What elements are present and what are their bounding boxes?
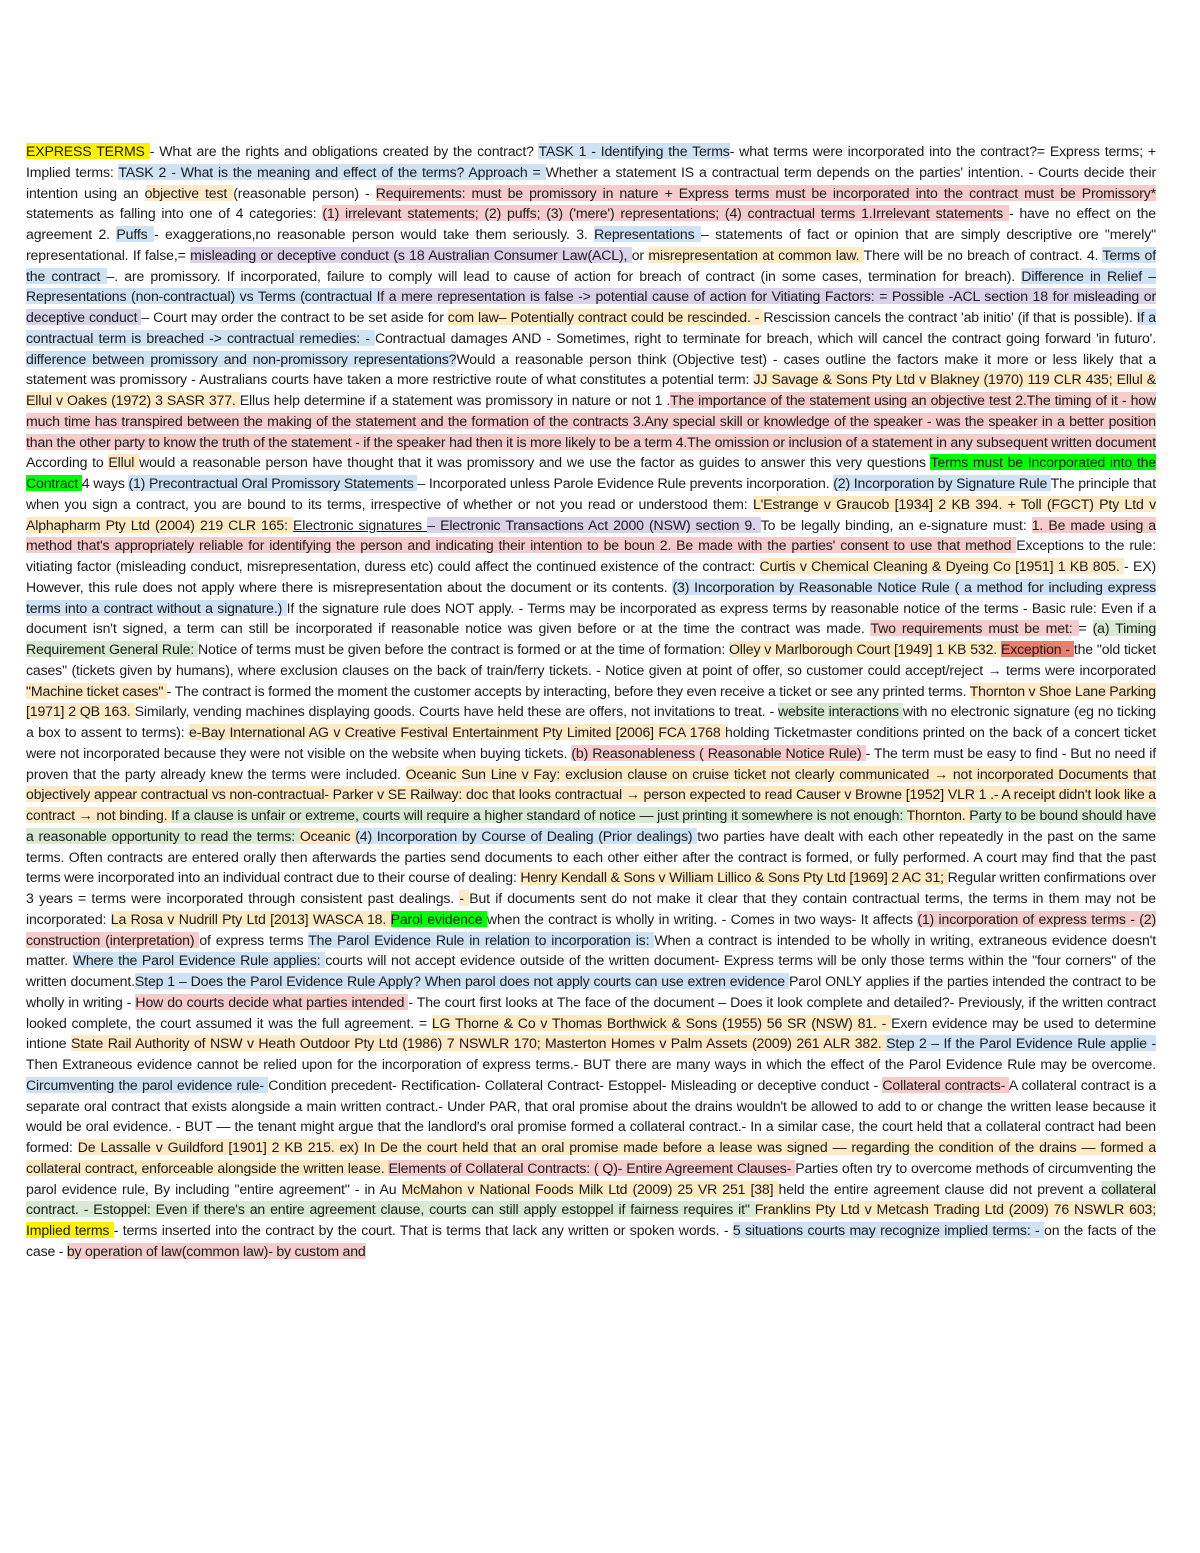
body-text: Ellus help determine if a statement was promissory in nature or not 1 . xyxy=(239,392,671,408)
highlighted-text: (1) irrelevant statements; (2) puffs; (3) ('mere') representations; (4) contractual terms 1.Irrelevant statements xyxy=(322,205,1009,222)
highlighted-text: Olley v Marlborough Court [1949] 1 KB 532. xyxy=(728,641,1001,657)
highlighted-text: Oceanic Sun Line v Fay: exclusion clause on cruise ticket not clearly communicated → not incorporated xyxy=(405,765,1059,782)
highlighted-text: TASK 1 - Identifying the Terms xyxy=(538,143,730,159)
highlighted-text: Thornton. xyxy=(906,807,970,823)
highlighted-text: LG Thorne & Co v Thomas Borthwick & Sons (1955) 56 SR (NSW) 81. - xyxy=(431,1014,892,1031)
body-text: of express terms xyxy=(199,931,309,948)
highlighted-text: Elements of Collateral Contracts: ( Q)- Entire Agreement Clauses- xyxy=(388,1159,796,1176)
highlighted-text: - A receipt didn't look like a contract → not binding. xyxy=(26,786,1156,823)
highlighted-text: (b) Reasonableness ( Reasonable Notice Rule) xyxy=(571,744,866,761)
body-text: - The term must be easy to find - But no need if proven that the party already knew the terms were included. xyxy=(26,744,1156,782)
body-text: The principle that when you sign a contract, you are bound to its terms, irrespective of whether or not you read or understood them: xyxy=(26,475,1157,512)
highlighted-text: Franklins Pty Ltd v Metcash Trading Ltd (2009) 76 NSWLR 603; xyxy=(754,1201,1157,1218)
body-text: Notice of terms must be given before the contract is formed or at the time of formation: xyxy=(197,641,729,657)
highlighted-text: – Electronic Transactions Act 2000 (NSW) section 9. xyxy=(427,516,761,533)
highlighted-text: Where the Parol Evidence Rule applies: xyxy=(72,952,326,969)
highlighted-text: State Rail Authority of NSW v Heath Outdoor Pty Ltd (1986) 7 NSWLR 170; Masterton Homes v Palm Assets (2009) 261 ALR 382. xyxy=(71,1035,887,1052)
highlighted-text: 4.The omission or inclusion of a statement in any subsequent written document xyxy=(675,433,1156,450)
highlighted-text: misrepresentation at common law. xyxy=(648,246,864,263)
highlighted-text: De Lassalle v Guildford [1901] 2 KB 215. ex) In De the court held that an oral promise made before a lease was signed — regarding the condition of the drains — formed a collateral contract, enforceable alongside the written lease. xyxy=(26,1139,1157,1176)
body-text: Condition precedent- Rectification- Collateral Contract- Estoppel- Misleading or deceptive conduct - xyxy=(268,1076,883,1093)
body-text: If the signature rule does NOT apply. - Terms may be incorporated as express terms by reasonable notice of the terms - Basic rule: Even if a document isn't signed, a term can still be incorporated if reasonable notice was given before or at the time the contract was made. xyxy=(26,599,1157,637)
highlighted-text: - xyxy=(459,890,470,906)
body-text: Contractual damages AND - Sometimes, right to terminate for breach, which will cancel the contract going forward 'in futuro'. xyxy=(374,329,1156,346)
body-text: Exceptions to the rule: vitiating factor (misleading conduct, misrepresentation, duress etc) could affect the continued existence of the contract: xyxy=(26,537,1156,574)
body-text: To be legally binding, an e-signature must: xyxy=(760,516,1032,533)
highlighted-text: Curtis v Chemical Cleaning & Dyeing Co [1951] 1 KB 805. xyxy=(759,558,1124,574)
highlighted-text: (3) Incorporation by Reasonable Notice Rule ( a method for including express terms into a contract without a signature.) xyxy=(26,578,1156,616)
body-text: But if documents sent do not make it clear that they contain contractual terms, the terms in them may not be incorporated: xyxy=(26,890,1156,927)
body-text: (reasonable person) - xyxy=(233,184,376,201)
highlighted-text: McMahon v National Foods Milk Ltd (2009) 25 VR 251 [38] xyxy=(401,1180,779,1197)
highlighted-text: JJ Savage & Sons Pty Ltd v Blakney (1970) 119 CLR 435; Ellul & Ellul v Oakes (1972) 3 SASR 377. xyxy=(26,371,1156,408)
body-text: = xyxy=(1078,620,1093,637)
body-text: two parties have dealt with each other repeatedly in the past on the same terms. Often contracts are entered orally then afterwards the parties send documents to each other either after the contract is formed, or fully performed. A court may find that the past terms were incorporated into an individual contract due to their course of dealing: xyxy=(26,827,1156,886)
highlighted-text: com law– Potentially contract could be rescinded. - xyxy=(447,309,764,325)
body-text: - EX) However, this rule does not apply where there is misrepresentation about the document or its contents. xyxy=(26,558,1156,595)
body-text: the "old ticket cases" (tickets given by humans), where exclusion clauses on the back of train/ferry tickets. - Notice given at point of offer, so customer could accept/reject → terms were incorporated xyxy=(26,641,1156,678)
highlighted-text: misleading or deceptive conduct (s 18 Australian Consumer Law(ACL), xyxy=(190,246,632,263)
highlighted-text: Documents that objectively appear contractual vs non-contractual- Parker v SE Railway: doc that looks contractual → person expected to read Causer v Browne [1952] VLR 1 . xyxy=(26,765,1156,803)
highlighted-text: collateral contract. - Estoppel: Even if there's an entire agreement clause, courts can still apply estoppel if fairness requires it" xyxy=(26,1180,1156,1218)
highlighted-text: Implied terms xyxy=(26,1222,114,1238)
highlighted-text: Step 2 – If the Parol Evidence Rule applie - xyxy=(886,1035,1156,1052)
highlighted-text: 1. Be made using a method that's appropriately reliable for identifying the person and indicating their intention to be boun 2. Be made with the parties' consent to use that method xyxy=(26,516,1156,554)
highlighted-text: (4) Incorporation by Course of Dealing (Prior dealings) xyxy=(355,827,698,844)
highlighted-text: If a contractual term is breached -> contractual remedies: - xyxy=(26,309,1156,346)
document-body xyxy=(26,141,1156,1262)
body-text: Parties often try to overcome methods of circumventing the parol evidence rule, By including "entire agreement" - in Au xyxy=(26,1159,1156,1197)
body-text: - terms inserted into the contract by the court. That is terms that lack any written or spoken words. - xyxy=(113,1222,733,1238)
highlighted-text: (a) Timing Requirement General Rule: xyxy=(26,620,1157,657)
body-text: or xyxy=(631,246,649,263)
body-text: –. are promissory. If incorporated, failure to comply will lead to cause of action for breach of contract (in some cases, termination for breach). xyxy=(106,267,1022,284)
highlighted-text: Exception - xyxy=(1000,641,1074,657)
highlighted-text: objective test xyxy=(144,184,234,201)
body-text: Exern evidence may be used to determine intione xyxy=(26,1014,1157,1052)
highlighted-text: Step 1 – Does the Parol Evidence Rule Apply? When parol does not apply courts can use extren evidence xyxy=(134,973,789,989)
body-text: - have no effect on the agreement 2. xyxy=(26,205,1156,242)
body-text: 4 ways xyxy=(81,475,129,491)
body-text: Whether a statement IS a contractual term depends on the parties' intention. - Courts decide their intention using an xyxy=(26,163,1157,201)
body-text: held the entire agreement clause did not prevent a xyxy=(778,1180,1102,1197)
highlighted-text: 5 situations courts may recognize implied terms: - xyxy=(732,1222,1045,1238)
highlighted-text: (2) construction (interpretation) xyxy=(26,910,1156,948)
highlighted-text: Parol evidence xyxy=(390,910,487,927)
highlighted-text: Ellul xyxy=(108,454,140,471)
highlighted-text: difference between promissory and non-promissory representations? xyxy=(26,350,457,367)
body-text: - exaggerations,no reasonable person would take them seriously. 3. xyxy=(153,226,595,242)
body-text: – statements of fact or opinion that are simply descriptive ore "merely" representational. If false,= xyxy=(26,226,1156,263)
highlighted-text: Terms must be Incorporated into the Contract xyxy=(26,454,1156,491)
body-text: - The contract is formed the moment the customer accepts by interacting, before they even receive a ticket or see any printed terms. xyxy=(166,682,970,699)
highlighted-text: Collateral contracts- xyxy=(882,1076,1009,1093)
highlighted-text: La Rosa v Nudrill Pty Ltd [2013] WASCA 18. xyxy=(110,910,391,927)
highlighted-text: Party to be bound should have a reasonable opportunity to read the terms: xyxy=(26,807,1157,844)
body-text: holding Ticketmaster conditions printed on the back of a concert ticket were not incorporated because they were not visible on the website when buying tickets. xyxy=(26,724,1156,761)
highlighted-text: The importance of the statement using an objective test 2.The timing of it - how much time has transpired between the making of the statement and the formation of the contracts xyxy=(26,392,1156,429)
body-text: Regular written confirmations over 3 years = terms were incorporated through consistent past dealings. xyxy=(26,869,1156,906)
body-text: – Court may order the contract to be set aside for xyxy=(141,309,448,325)
body-text: There will be no breach of contract. 4. xyxy=(863,246,1103,263)
highlighted-text: Thornton v Shoe Lane Parking [1971] 2 QB 163. xyxy=(26,682,1156,720)
highlighted-text: Requirements: must be promissory in nature + Express terms must be incorporated into the contract must be Promissory* xyxy=(375,184,1157,201)
body-text: - What are the rights and obligations created by the contract? xyxy=(149,143,539,159)
highlighted-text: Electronic signatures xyxy=(293,516,428,533)
highlighted-text: Henry Kendall & Sons v William Lillico & Sons Pty Ltd [1969] 2 AC 31; xyxy=(520,869,948,886)
highlighted-text: 3.Any special skill or knowledge of the speaker - was the speaker in a better position than the other party to know the truth of the statement - if the speaker had then it is more likely to be a term xyxy=(26,412,1156,450)
highlighted-text: "Machine ticket cases" xyxy=(26,682,167,699)
highlighted-text: Representations xyxy=(594,226,701,242)
body-text: with no electronic signature (eg no ticking a box to assent to terms): xyxy=(26,703,1156,740)
body-text: Would a reasonable person think (Objective test) - cases outline the factors make it more or less likely that a statement was promissory - Australians courts have taken a more restrictive route of what constitutes a potential term: xyxy=(26,350,1156,388)
highlighted-text: (1) incorporation of express terms - xyxy=(917,910,1140,927)
highlighted-text: (1) Precontractual Oral Promissory Statements xyxy=(128,475,418,491)
highlighted-text: Difference in Relief – Representations (non-contractual) vs Terms (contractual xyxy=(26,267,1156,305)
highlighted-text: L'Estrange v Graucob [1934] 2 KB 394. + Toll (FGCT) Pty Ltd v Alphapharm Pty Ltd (2004) 219 CLR 165: xyxy=(26,495,1156,533)
body-text: courts will not accept evidence outside of the written document- Express terms will be only those terms within the "four corners" of the written document. xyxy=(26,952,1156,989)
body-text: statements as falling into one of 4 categories: xyxy=(26,205,323,222)
highlighted-text: (2) Incorporation by Signature Rule xyxy=(833,475,1051,491)
highlighted-text: Terms of the contract xyxy=(26,246,1156,284)
highlighted-text: e-Bay International AG v Creative Festival Entertainment Pty Limited [2006] FCA 1768 xyxy=(189,724,725,740)
highlighted-text: If a clause is unfair or extreme, courts will require a higher standard of notice — just printing it somewhere is not enough: xyxy=(171,807,907,823)
body-text: Similarly, vending machines displaying goods. Courts have held these are offers, not invitations to treat. - xyxy=(134,703,778,720)
highlighted-text: The Parol Evidence Rule in relation to incorporation is: xyxy=(308,931,655,948)
body-text: Then Extraneous evidence cannot be relied upon for the incorporation of express terms.- BUT there are many ways in which the effect of the Parol Evidence Rule may be overcome. xyxy=(26,1056,1156,1072)
body-text: According to xyxy=(26,454,109,471)
body-text: Parol ONLY applies if the parties intended the contract to be wholly in writing - xyxy=(26,973,1156,1010)
highlighted-text: If a mere representation is false -> potential cause of action for Vitiating Factors: = Possible -ACL section 18 for misleading or deceptive conduct xyxy=(26,288,1156,325)
body-text: on the facts of the case - xyxy=(26,1222,1156,1259)
body-text: when the contract is wholly in writing. - Comes in two ways- It affects xyxy=(486,910,918,927)
highlighted-text: Puffs xyxy=(116,226,154,242)
highlighted-text: EXPRESS TERMS xyxy=(26,143,150,159)
highlighted-text: website interactions xyxy=(777,703,903,720)
body-text: - The court first looks at The face of the document – Does it look complete and detailed?- Previously, if the written contract looked complete, the court assumed it was the full agreement. = xyxy=(26,993,1156,1031)
highlighted-text: Two requirements must be met: xyxy=(870,620,1079,637)
body-text: would a reasonable person have thought that it was promissory and we use the factor as guides to answer this very questions xyxy=(139,454,931,471)
body-text: - what terms were incorporated into the contract?= Express terms; + Implied terms: xyxy=(26,143,1156,180)
body-text: A collateral contract is a separate oral contract that exists alongside a main written contract.- Under PAR, that oral promise about the drains wouldn't be allowed to add to or change the written lease because it would be oral evidence. - BUT — the tenant might argue that the landlord's oral promise formed a collateral contract.- In a similar case, the court held that a collateral contract had been formed: xyxy=(26,1076,1157,1155)
body-text: Rescission cancels the contract 'ab initio' (if that is possible). xyxy=(763,309,1137,325)
highlighted-text: Circumventing the parol evidence rule- xyxy=(26,1076,269,1093)
highlighted-text: TASK 2 - What is the meaning and effect of the terms? Approach = xyxy=(118,163,546,180)
highlighted-text: Oceanic xyxy=(299,827,356,844)
body-text: – Incorporated unless Parole Evidence Rule prevents incorporation. xyxy=(417,475,834,491)
body-text: When a contract is intended to be wholly in writing, extraneous evidence doesn't matter. xyxy=(26,931,1156,969)
highlighted-text: by operation of law(common law)- by custom and xyxy=(66,1242,366,1259)
highlighted-text: How do courts decide what parties intended xyxy=(135,993,409,1010)
